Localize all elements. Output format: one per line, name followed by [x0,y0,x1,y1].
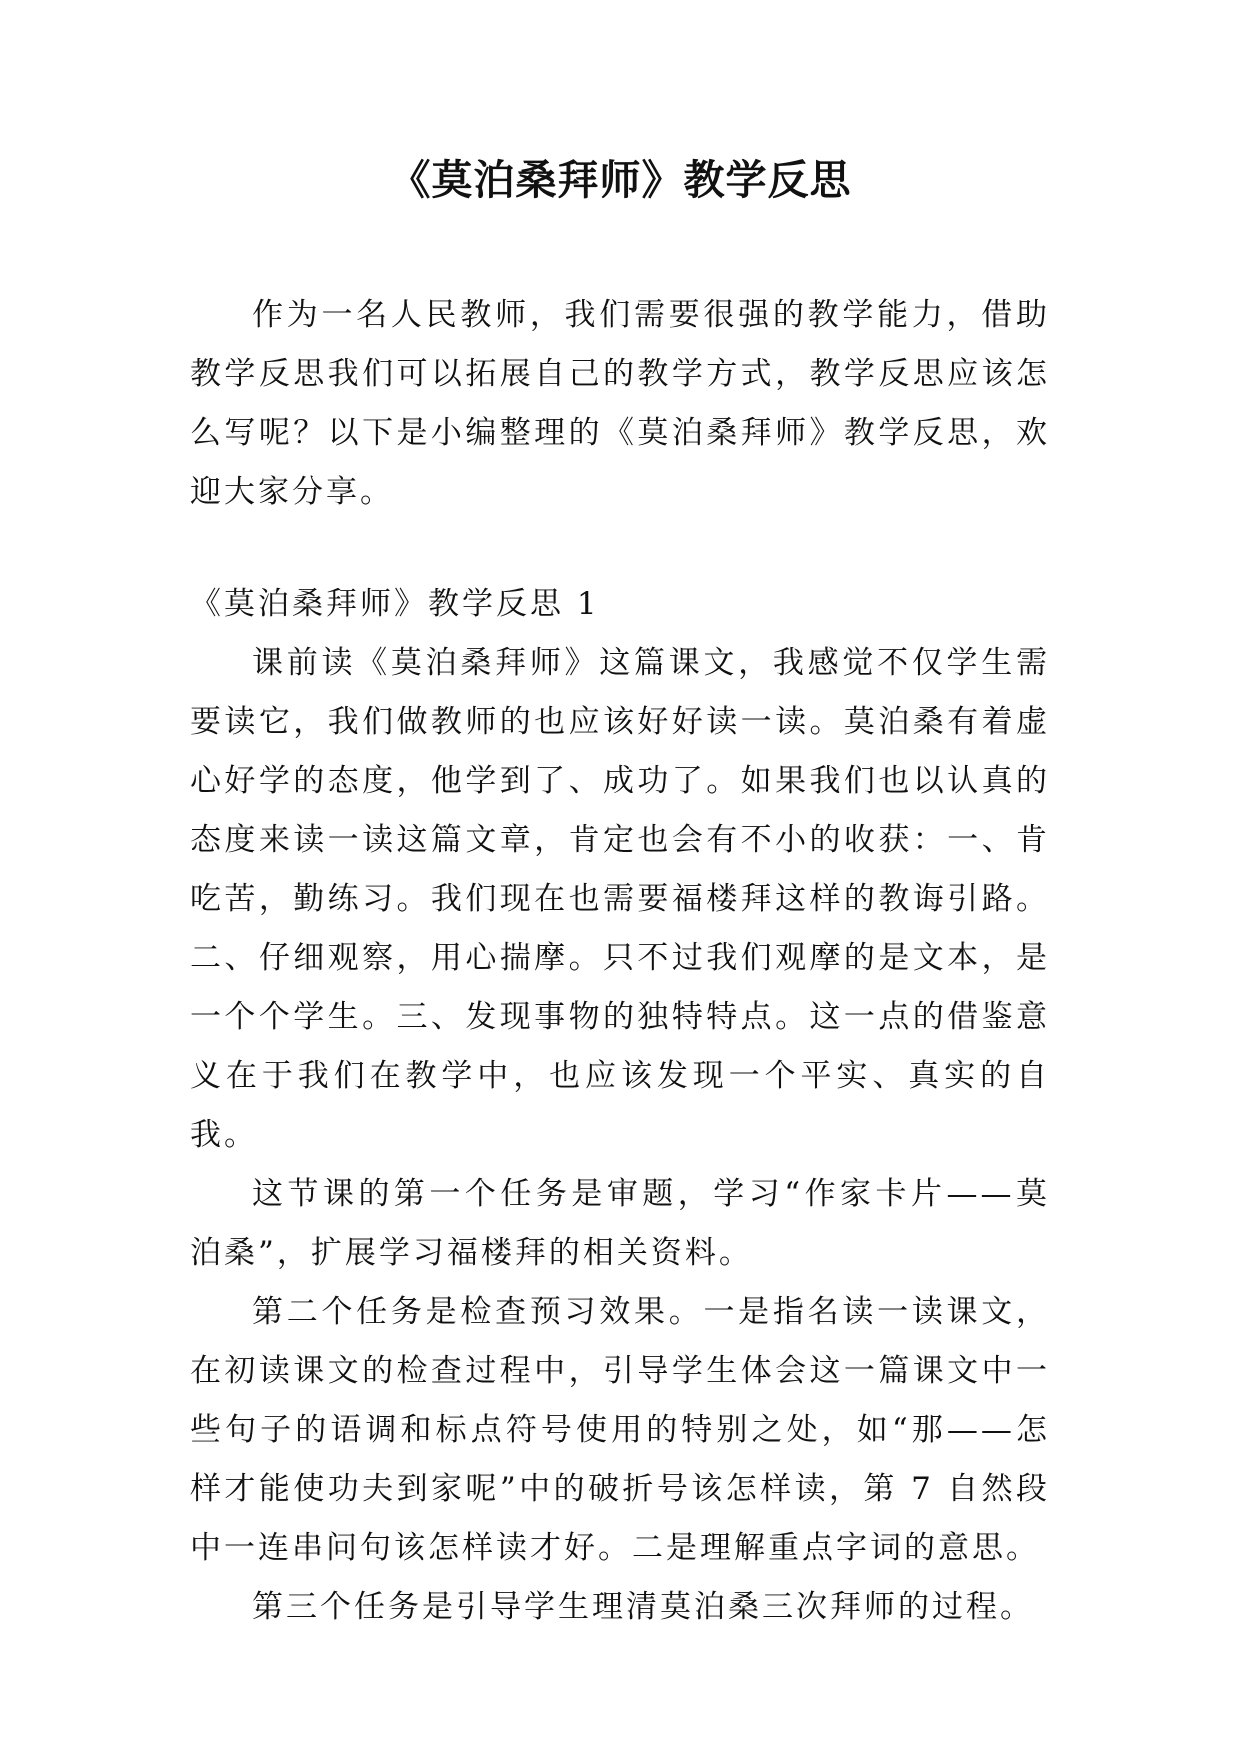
intro-paragraph: 作为一名人民教师，我们需要很强的教学能力，借助教学反思我们可以拓展自己的教学方式，教学反思应该怎么写呢？以下是小编整理的《莫泊桑拜师》教学反思，欢迎大家分享。 [190,297,1050,510]
intro-block [190,286,1050,522]
paragraph-3: 第二个任务是检查预习效果。一是指名读一读课文，在初读课文的检查过程中，引导学生体会这一篇课文中一些句子的语调和标点符号使用的特别之处，如“那——怎样才能使功夫到家呢”中的破折号该怎样读，第 7 自然段中一连串问句该怎样读才好。二是理解重点字词的意思。 [190,1294,1050,1566]
paragraph-4: 第三个任务是引导学生理清莫泊桑三次拜师的过程。 [252,1589,1034,1625]
paragraph-1: 课前读《莫泊桑拜师》这篇课文，我感觉不仅学生需要读它，我们做教师的也应该好好读一读。莫泊桑有着虚心好学的态度，他学到了、成功了。如果我们也以认真的态度来读一读这篇文章，肯定也会有不小的收获：一、肯吃苦，勤练习。我们现在也需要福楼拜这样的教诲引路。二、仔细观察，用心揣摩。只不过我们观摩的是文本，是一个个学生。三、发现事物的独特特点。这一点的借鉴意义在于我们在教学中，也应该发现一个平实、真实的自我。 [190,645,1050,1153]
section-heading: 《莫泊桑拜师》教学反思 1 [190,586,600,622]
section-block [190,575,1050,1637]
paragraph-2: 这节课的第一个任务是审题，学习“作家卡片——莫泊桑”，扩展学习福楼拜的相关资料。 [190,1176,1050,1271]
document-title: 《莫泊桑拜师》教学反思 [389,156,852,204]
